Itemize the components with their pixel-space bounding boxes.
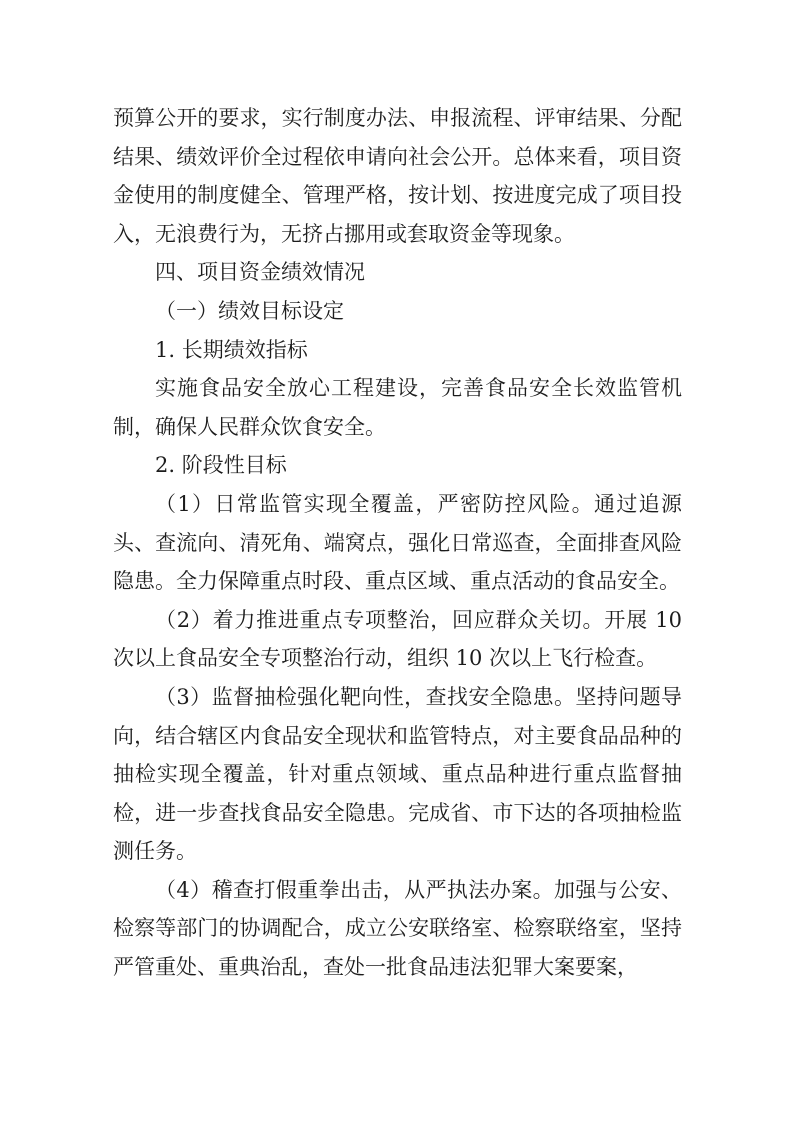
document-body xyxy=(113,99,682,987)
item-heading-long-term-indicators: 1. 长期绩效指标 xyxy=(155,337,308,362)
long-term-indicators-paragraph: 实施食品安全放心工程建设，完善食品安全长效监管机制，确保人民群众饮食安全。 xyxy=(113,376,682,439)
section-heading-4: 四、项目资金绩效情况 xyxy=(155,260,365,285)
intro-paragraph: 预算公开的要求，实行制度办法、申报流程、评审结果、分配结果、绩效评价全过程依申请向社会公开。总体来看，项目资金使用的制度健全、管理严格，按计划、按进度完成了项目投入，无浪费行为，无挤占挪用或套取资金等现象。 xyxy=(113,106,682,246)
stage-goal-4-paragraph: （4）稽查打假重拳出击，从严执法办案。加强与公安、检察等部门的协调配合，成立公安联络室、检察联络室，坚持严管重处、重典治乱，查处一批食品违法犯罪大案要案， xyxy=(113,877,682,980)
subsection-heading-1: （一）绩效目标设定 xyxy=(155,298,344,323)
item-heading-stage-goals: 2. 阶段性目标 xyxy=(155,453,287,478)
stage-goal-2-paragraph: （2）着力推进重点专项整治，回应群众关切。开展 10 次以上食品安全专项整治行动，组织 10 次以上飞行检查。 xyxy=(113,607,682,671)
stage-goal-1-paragraph: （1）日常监管实现全覆盖，严密防控风险。通过追源头、查流向、清死角、端窝点，强化日常巡查，全面排查风险隐患。全力保障重点时段、重点区域、重点活动的食品安全。 xyxy=(113,491,682,594)
stage-goal-3-paragraph: （3）监督抽检强化靶向性，查找安全隐患。坚持问题导向，结合辖区内食品安全现状和监管特点，对主要食品品种的抽检实现全覆盖，针对重点领域、重点品种进行重点监督抽检，进一步查找食品安全隐患。完成省、市下达的各项抽检监测任务。 xyxy=(113,684,682,864)
